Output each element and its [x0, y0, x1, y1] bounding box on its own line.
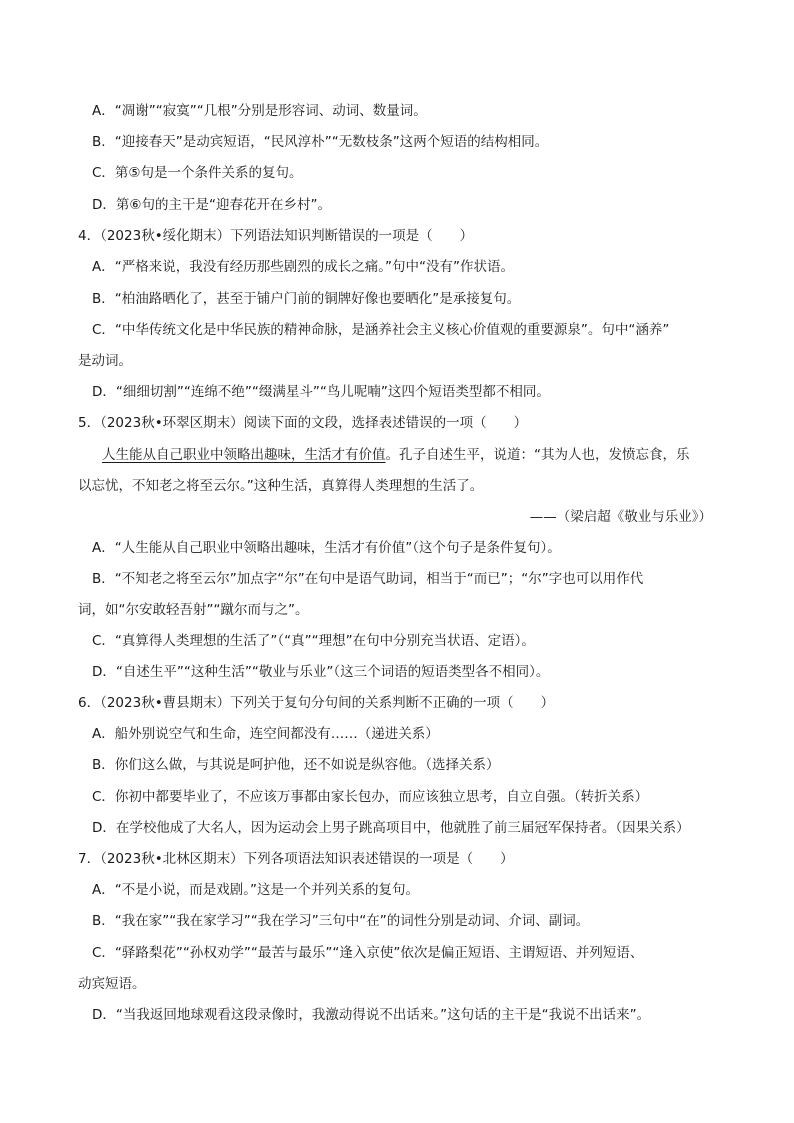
- q5-source: ——（梁启超《敬业与乐业》）: [529, 509, 712, 525]
- q7-option-a: A．“不是小说，而是戏剧。”这是一个并列关系的复句。: [92, 882, 419, 898]
- q6-option-a: A．船外别说空气和生命，连空间都没有……（递进关系）: [92, 726, 439, 742]
- q5-passage-rest: 。孔子自述生平，说道：“其为人也，发愤忘食，乐: [385, 447, 690, 463]
- q5-passage-line1: [102, 446, 690, 464]
- q7-option-b: B．“我在家”“我在家学习”“我在学习”三句中“在”的词性分别是动词、介词、副词。: [92, 913, 590, 929]
- q5-option-a: A．“人生能从自己职业中领略出趣味，生活才有价值”（这个句子是条件复句）。: [92, 540, 561, 556]
- q5-option-b-line1: B．“不知老之将至云尔”加点字“尔”在句中是语气助词，相当于“而已”；“尔”字也可以用作代: [92, 571, 644, 587]
- q7-option-d: D．“当我返回地球观看这段录像时，我激动得说不出话来。”这句话的主干是“我说不出话来”。: [92, 1007, 651, 1023]
- q3-option-c: C．第⑤句是一个条件关系的复句。: [92, 165, 303, 181]
- q4-option-d: D．“细细切割”“连绵不绝”“缀满星斗”“鸟儿呢喃”这四个短语类型都不相同。: [92, 384, 550, 400]
- q7-option-c-line2: 动宾短语。: [78, 976, 146, 992]
- q4-option-b: B．“柏油路晒化了，甚至于铺户门前的铜牌好像也要晒化”是承接复句。: [92, 291, 521, 307]
- q5-stem: 5．（2023秋•环翠区期末）阅读下面的文段，选择表述错误的一项（ ）: [78, 415, 528, 431]
- q4-option-c-line2: 是动词。: [78, 353, 132, 369]
- q4-stem: 4．（2023秋•绥化期末）下列语法知识判断错误的一项是（ ）: [78, 228, 474, 244]
- q6-option-d: D．在学校他成了大名人，因为运动会上男子跳高项目中，他就胜了前三届冠军保持者。（因果关系）: [92, 820, 690, 836]
- q7-option-c-line1: C．“驿路梨花”“孙权劝学”“最苦与最乐”“逢入京使”依次是偏正短语、主谓短语、并列短语、: [92, 945, 644, 961]
- q5-option-d: D．“自述生平”“这种生活”“敬业与乐业”（这三个词语的短语类型各不相同）。: [92, 664, 550, 680]
- q7-stem: 7．（2023秋•北林区期末）下列各项语法知识表述错误的一项是（ ）: [78, 851, 514, 867]
- q5-passage-line2: 以忘忧，不知老之将至云尔。”这种生活，真算得人类理想的生活了。: [78, 478, 484, 494]
- q4-option-a: A．“严格来说，我没有经历那些剧烈的成长之痛。”句中“没有”作状语。: [92, 259, 514, 275]
- q3-option-b: B．“迎接春天”是动宾短语，“民风淳朴”“无数枝条”这两个短语的结构相同。: [92, 134, 549, 150]
- q5-option-b-line2: 词，如“尔安敢轻吾射”“蹴尔而与之”。: [78, 602, 309, 618]
- q3-option-a: A．“凋谢”“寂寞”“几根”分别是形容词、动词、数量词。: [92, 103, 427, 119]
- q5-option-c: C．“真算得人类理想的生活了”（“真”“理想”在句中分别充当状语、定语）。: [92, 633, 535, 649]
- q6-option-b: B．你们这么做，与其说是呵护他，还不如说是纵容他。（选择关系）: [92, 757, 500, 773]
- q5-passage-underlined: 人生能从自己职业中领略出趣味，生活才有价值: [102, 447, 386, 463]
- q6-stem: 6．（2023秋•曹县期末）下列关于复句分句间的关系判断不正确的一项（ ）: [78, 695, 555, 711]
- q3-option-d: D．第⑥句的主干是“迎春花开在乡村”。: [92, 197, 331, 213]
- q6-option-c: C．你初中都要毕业了，不应该万事都由家长包办，而应该独立思考，自立自强。（转折关系）: [92, 789, 649, 805]
- q4-option-c-line1: C．“中华传统文化是中华民族的精神命脉，是涵养社会主义核心价值观的重要源泉”。句中“涵养”: [92, 322, 670, 338]
